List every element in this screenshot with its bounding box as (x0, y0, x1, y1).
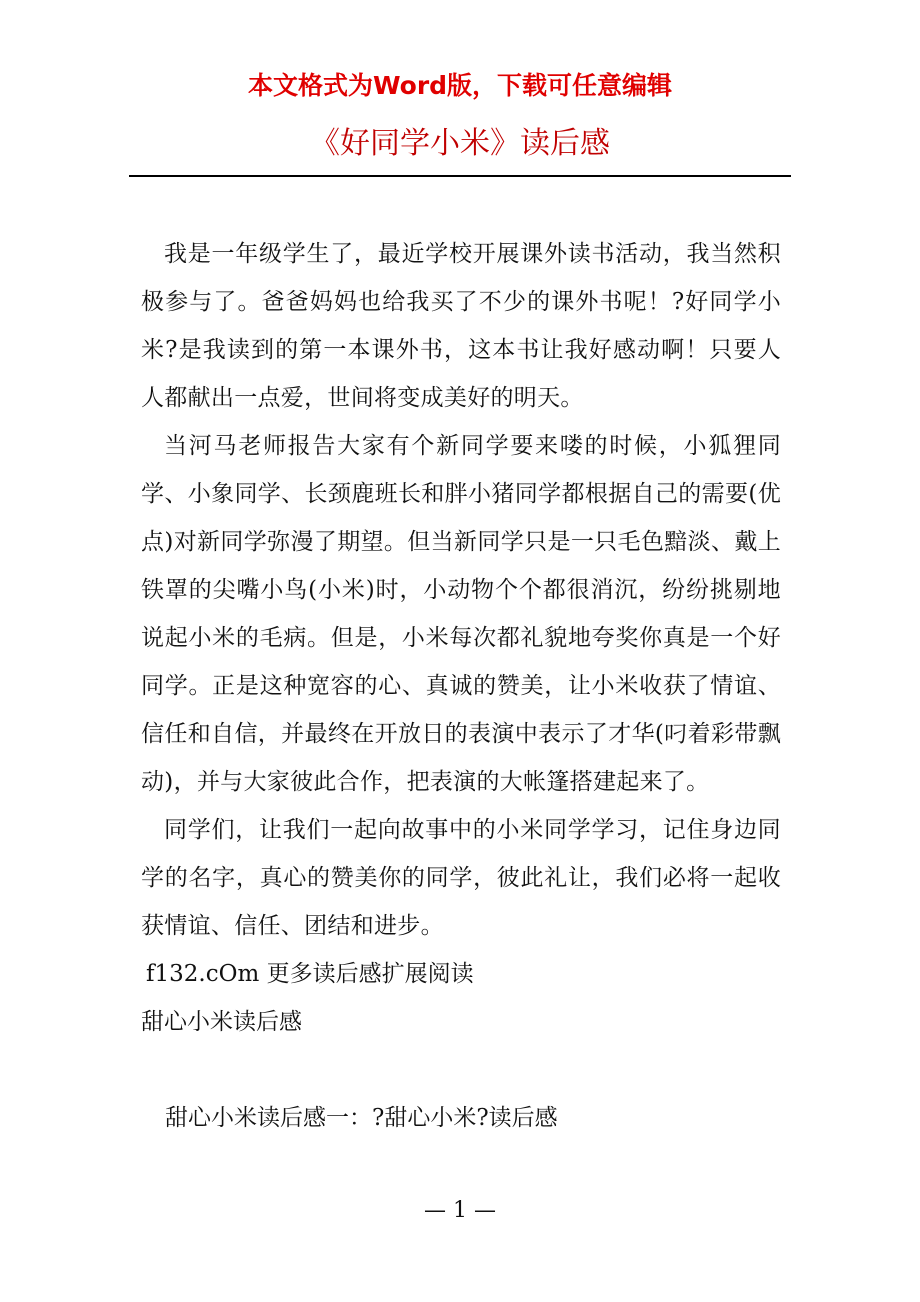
title-divider (129, 175, 791, 177)
related-reading-link[interactable]: f132.cOm 更多读后感扩展阅读 (146, 961, 474, 987)
paragraph-3: 同学们，让我们一起向故事中的小米同学学习，记住身边同学的名字，真心的赞美你的同学，彼此礼让，我们必将一起收获情谊、信任、团结和进步。 (141, 817, 781, 939)
paragraph-2: 当河马老师报告大家有个新同学要来喽的时候，小狐狸同学、小象同学、长颈鹿班长和胖小猪同学都根据自己的需要(优点)对新同学弥漫了期望。但当新同学只是一只毛色黯淡、戴上铁罩的尖嘴小鸟(小米)时，小动物个个都很消沉，纷纷挑剔地说起小米的毛病。但是，小米每次都礼貌地夸奖你真是一个好同学。正是这种宽容的心、真诚的赞美，让小米收获了情谊、信任和自信，并最终在开放日的表演中表示了才华(叼着彩带飘动)，并与大家彼此合作，把表演的大帐篷搭建起来了。 (141, 433, 781, 795)
blank-line (141, 1046, 781, 1094)
format-note: 本文格式为Word版，下载可任意编辑 (247, 71, 673, 100)
related-article-title: 甜心小米读后感 (141, 1009, 302, 1035)
paragraph-1: 我是一年级学生了，最近学校开展课外读书活动，我当然积极参与了。爸爸妈妈也给我买了不少的课外书呢！?好同学小米?是我读到的第一本课外书，这本书让我好感动啊！只要人人都献出一点爱，世间将变成美好的明天。 (141, 241, 781, 411)
document-body (141, 230, 781, 1142)
document-title: 《好同学小米》读后感 (310, 126, 610, 161)
page-number: — 1 — (424, 1198, 496, 1223)
related-article-first-line: 甜心小米读后感一：?甜心小米?读后感 (165, 1105, 558, 1131)
